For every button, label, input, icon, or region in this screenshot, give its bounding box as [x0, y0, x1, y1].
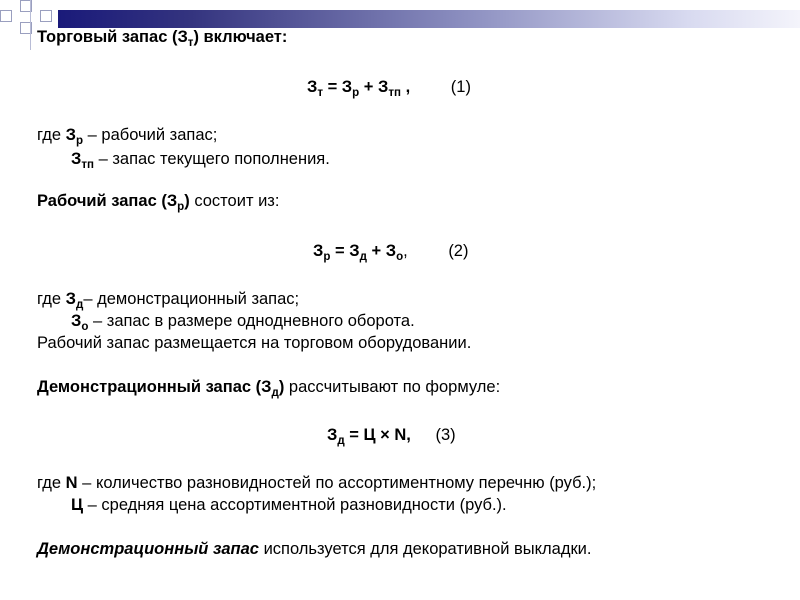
deco-line: [30, 0, 31, 50]
text-line: Рабочий запас размещается на торговом оборудовании.: [37, 334, 472, 352]
formula-number: (3): [435, 426, 456, 444]
formula-number: (2): [448, 242, 469, 260]
working-stock-heading: Рабочий запас $(З_р)$ состоит из:: [37, 192, 280, 214]
definition-line: $З_{тп}$ – запас текущего пополнения.: [71, 150, 330, 172]
formula-2: $З_р = З_д + З_о$, (2): [313, 242, 469, 264]
deco-gradient-bar: [58, 10, 800, 28]
definition-line: где N – количество разновидностей по ассортиментному перечню (руб.);: [37, 474, 597, 492]
deco-square: [40, 10, 52, 22]
formula-number: (1): [450, 78, 471, 96]
conclusion-line: Демонстрационный запас используется для декоративной выкладки.: [37, 540, 592, 558]
definition-line: Ц – средняя цена ассортиментной разновидности (руб.).: [71, 496, 507, 514]
deco-square: [0, 10, 12, 22]
definition-line: где $З_р$ – рабочий запас;: [37, 126, 218, 148]
formula-1: $З_т = З_р + З_{тп}$ , (1): [307, 78, 471, 100]
demo-stock-heading: Демонстрационный запас $(З_д)$ рассчитывают по формуле:: [37, 378, 501, 400]
definition-line: $З_о$ – запас в размере однодневного оборота.: [71, 312, 415, 334]
definition-line: где $З_д-$ демонстрационный запас;: [37, 290, 300, 312]
formula-3: $З_д = Ц \times N$, (3): [327, 426, 456, 448]
trade-stock-heading: Торговый запас $(З_т)$ включает:: [37, 28, 288, 50]
